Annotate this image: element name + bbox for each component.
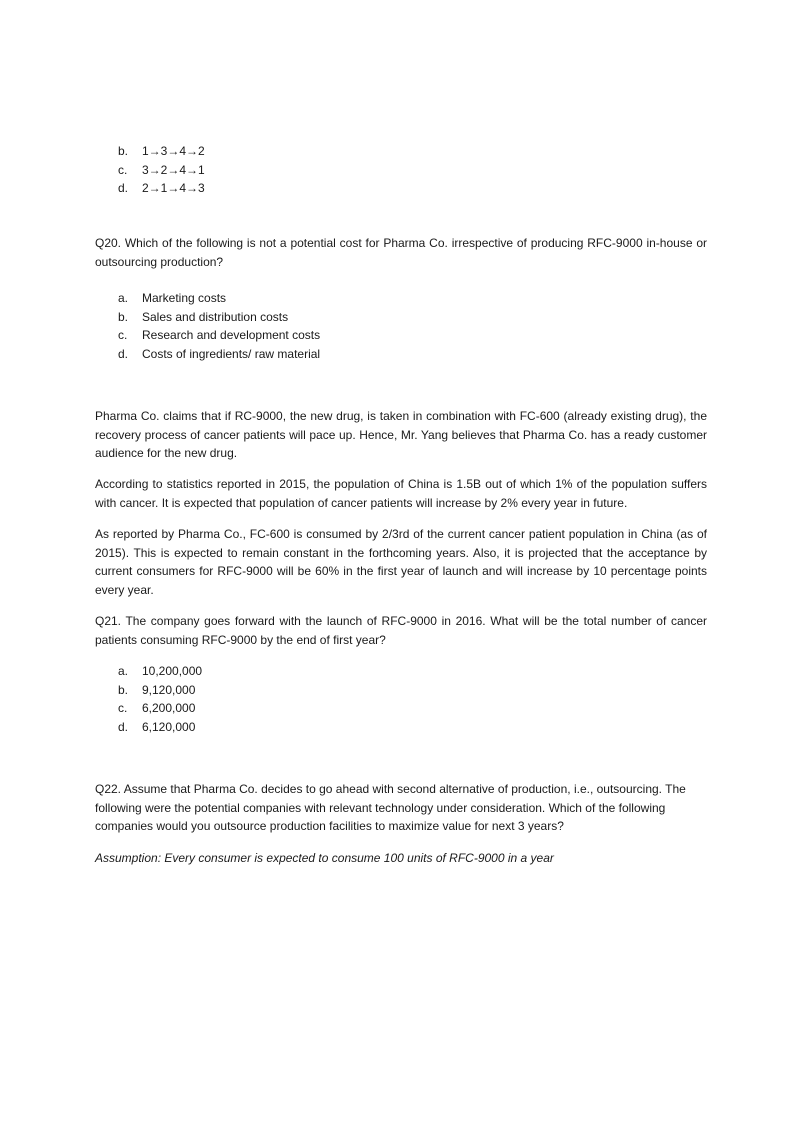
context-paragraph-2: According to statistics reported in 2015, the population of China is 1.5B out of which 1% of the population suffers with cancer. It is expected that population of cancer patients will increase by 2% every year in future.	[95, 477, 707, 510]
option-text: 6,120,000	[142, 719, 196, 734]
option-letter: a.	[118, 664, 129, 678]
q20-option-b	[118, 308, 678, 327]
q19-option-c	[118, 161, 678, 180]
q21-option-a	[118, 662, 678, 681]
option-text: 9,120,000	[142, 682, 196, 697]
option-text: 10,200,000	[142, 664, 203, 678]
option-text: 6,200,000	[142, 701, 196, 715]
option-text: Research and development costs	[142, 328, 321, 342]
option-letter: c.	[118, 162, 128, 177]
q21-options-list	[118, 662, 678, 736]
option-letter: d.	[118, 346, 129, 361]
option-text: Marketing costs	[142, 291, 227, 305]
option-text: 2→1→4→3	[142, 181, 205, 195]
context-paragraph-3: As reported by Pharma Co., FC-600 is consumed by 2/3rd of the current cancer patient population in China (as of 2015). This is expected to remain constant in the forthcoming years. Also, it is projected that the acceptance by current consumers for RFC-9000 will be 60% in the first year of launch and will increase by 10 percentage points every year.	[95, 527, 707, 597]
q22-question: Q22. Assume that Pharma Co. decides to go ahead with second alternative of production, i.e., outsourcing. The following were the potential companies with relevant technology under consideration. Which of the following companies would you outsource production facilities to maximize value for next 3 years?	[95, 782, 686, 833]
option-letter: b.	[118, 309, 129, 324]
q21-question: Q21. The company goes forward with the launch of RFC-9000 in 2016. What will be the total number of cancer patients consuming RFC-9000 by the end of first year?	[95, 614, 707, 647]
q20-option-d	[118, 345, 678, 364]
option-letter: b.	[118, 682, 129, 697]
q20-question: Q20. Which of the following is not a potential cost for Pharma Co. irrespective of producing RFC-9000 in-house or outsourcing production?	[95, 236, 707, 269]
q20-option-c	[118, 326, 678, 345]
option-text: 1→3→4→2	[142, 144, 205, 158]
q19-options-list	[118, 142, 678, 198]
context-paragraph-1: Pharma Co. claims that if RC-9000, the new drug, is taken in combination with FC-600 (already existing drug), the recovery process of cancer patients will pace up. Hence, Mr. Yang believes that Pharma Co. has a ready customer audience for the new drug.	[95, 409, 707, 460]
q20-option-a	[118, 289, 678, 308]
q19-option-b	[118, 142, 678, 161]
q20-options-list	[118, 289, 678, 363]
option-letter: c.	[118, 701, 128, 715]
option-letter: d.	[118, 719, 129, 734]
q22-assumption: Assumption: Every consumer is expected to consume 100 units of RFC-9000 in a year	[95, 851, 554, 865]
option-text: Costs of ingredients/ raw material	[142, 346, 321, 361]
option-letter: a.	[118, 291, 129, 305]
option-text: 3→2→4→1	[142, 162, 205, 177]
q21-option-b	[118, 681, 678, 700]
q21-option-d	[118, 718, 678, 737]
option-letter: c.	[118, 328, 128, 342]
q19-option-d	[118, 179, 678, 198]
option-letter: b.	[118, 144, 129, 158]
option-text: Sales and distribution costs	[142, 309, 289, 324]
option-letter: d.	[118, 181, 129, 195]
q21-option-c	[118, 699, 678, 718]
